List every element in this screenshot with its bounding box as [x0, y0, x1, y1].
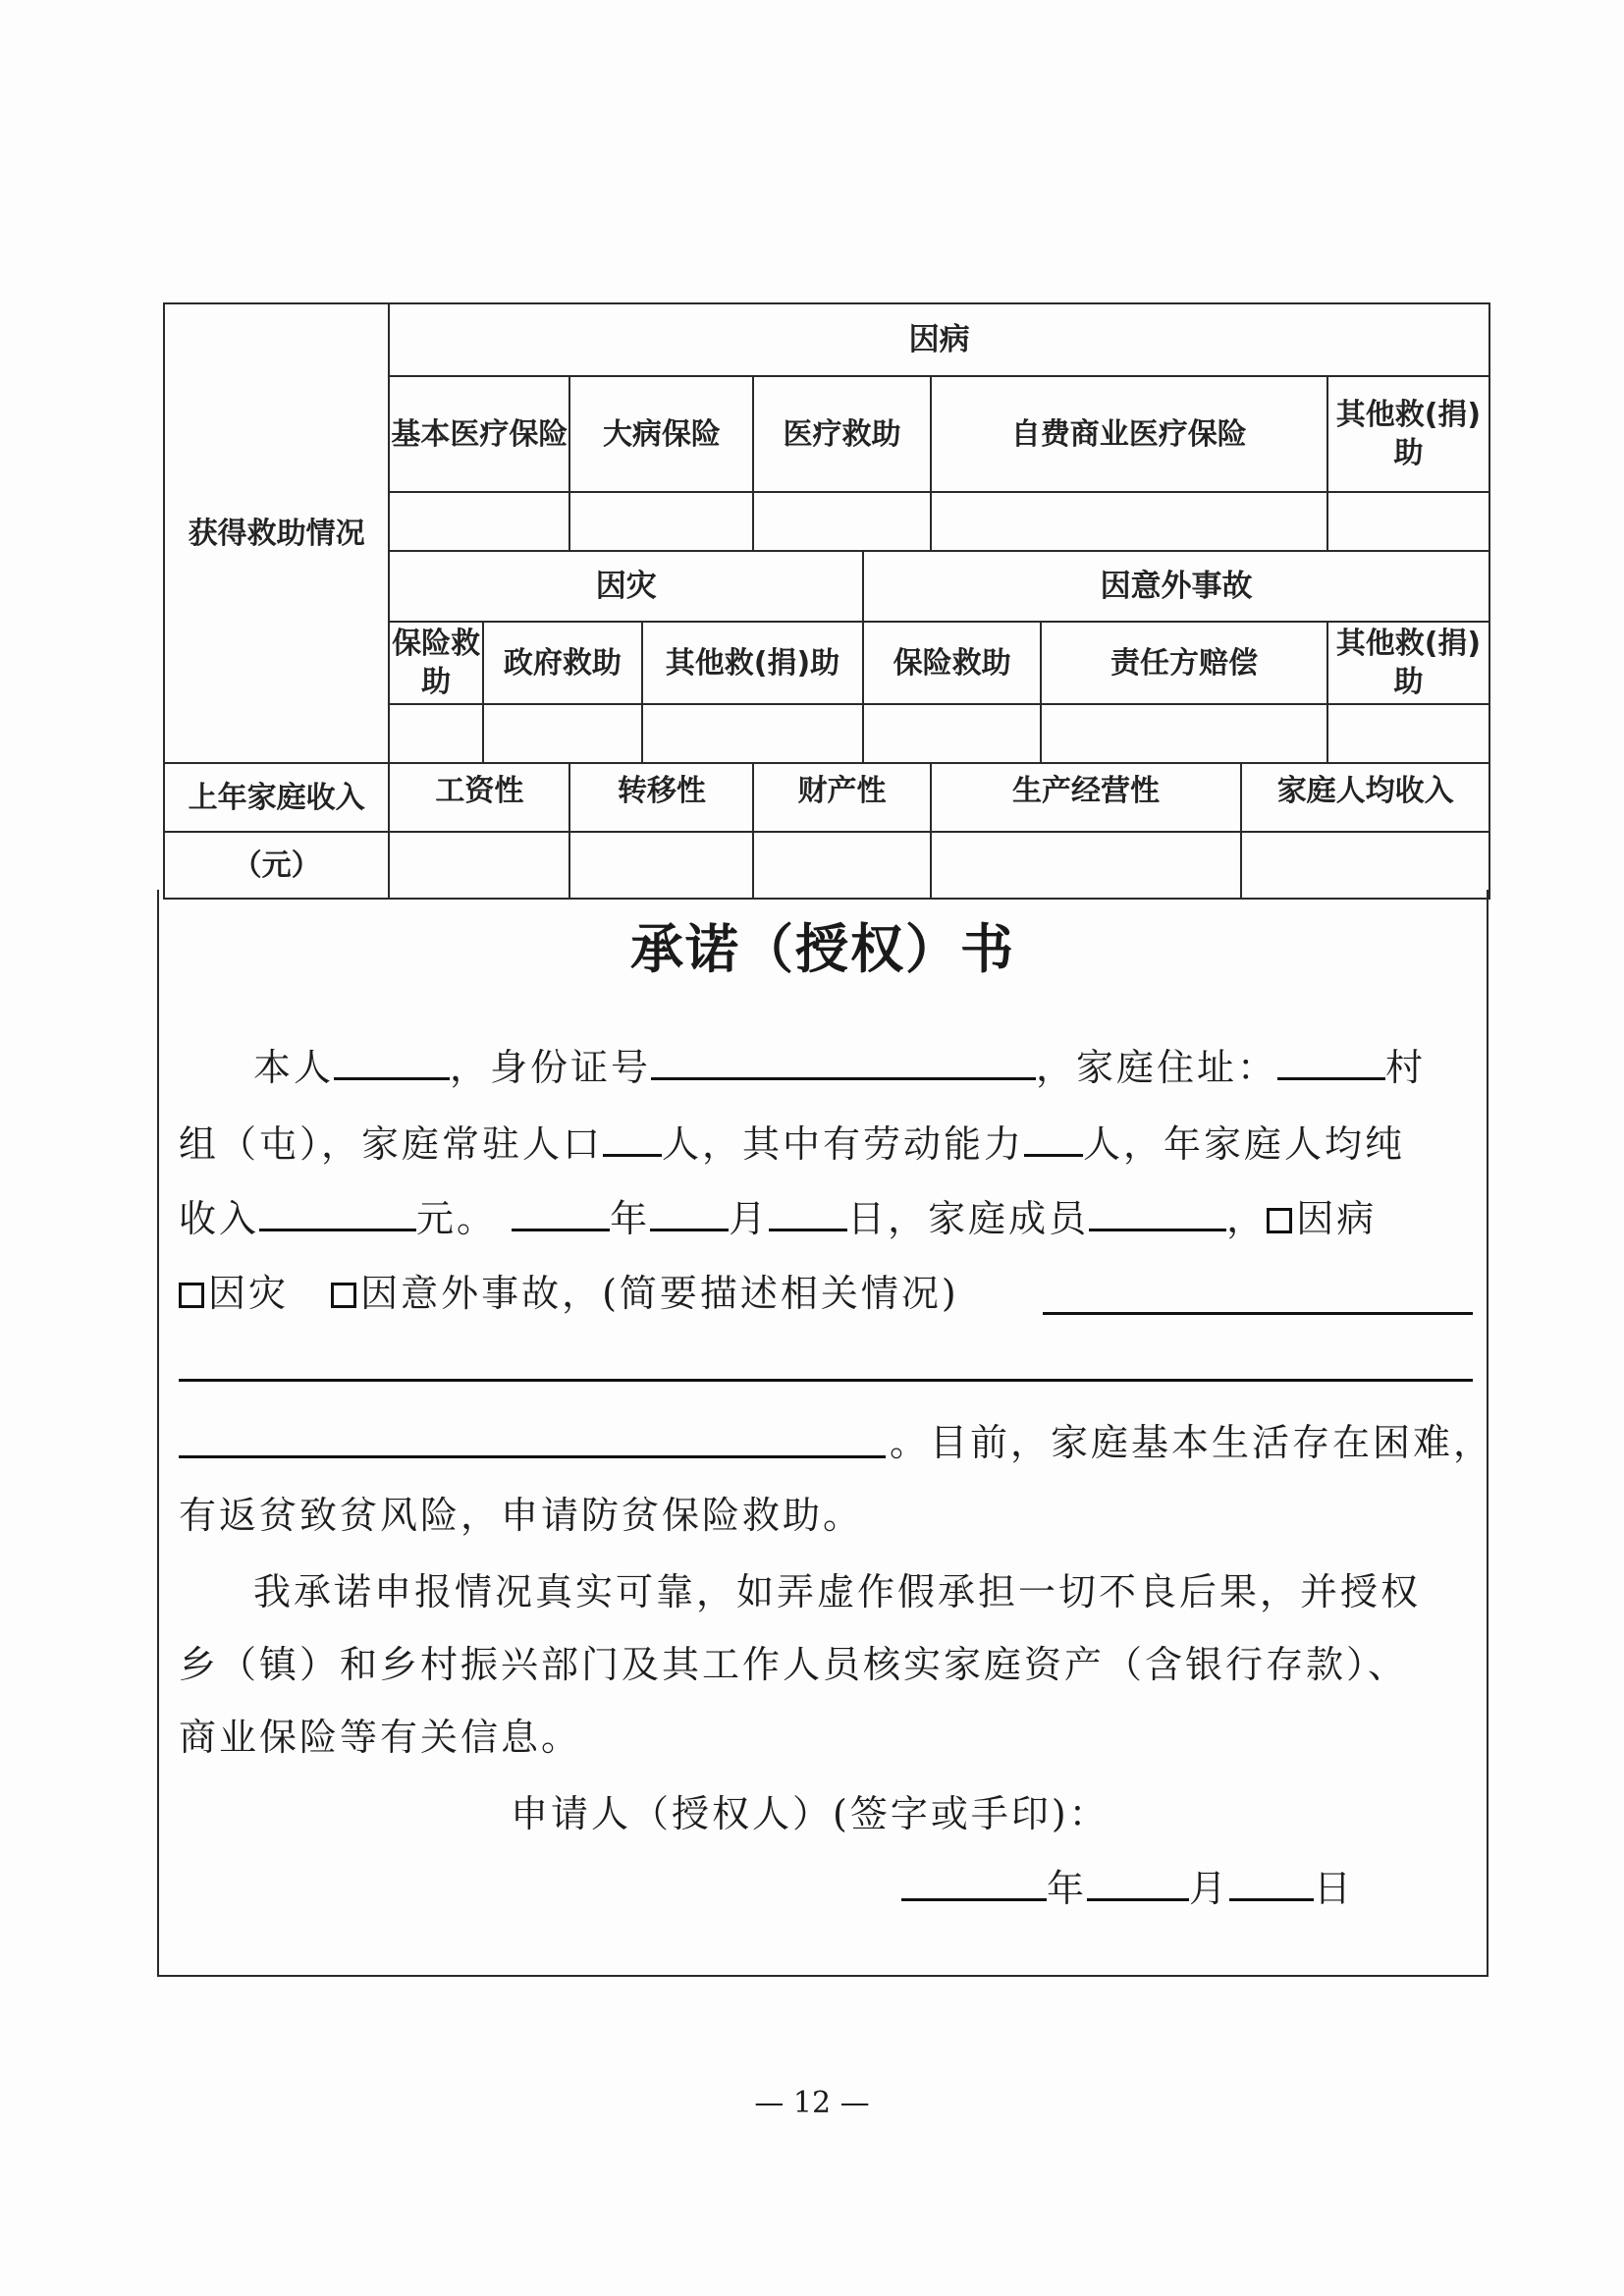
description-blank-2[interactable] [179, 1379, 1473, 1382]
day-blank[interactable] [769, 1193, 847, 1231]
cell-empty [389, 832, 569, 899]
population-blank[interactable] [603, 1119, 662, 1157]
cell-empty [863, 704, 1041, 763]
col-wage-income: 工资性 [389, 763, 569, 832]
cell-empty [642, 704, 863, 763]
illness-checkbox[interactable] [1267, 1208, 1292, 1233]
pledge-line-3 [179, 1188, 1471, 1242]
text-sign-year: 年 [1047, 1867, 1088, 1910]
cell-empty [389, 704, 483, 763]
accident-header: 因意外事故 [863, 551, 1489, 622]
text-month: 月 [729, 1197, 770, 1240]
text-sign-day: 日 [1314, 1867, 1355, 1910]
income-unit-label: （元） [164, 832, 389, 899]
illness-header: 因病 [389, 303, 1489, 376]
col-accident-liability: 责任方赔偿 [1041, 622, 1327, 704]
date-line [179, 1858, 1624, 1912]
pledge-para2-3: 商业保险等有关信息。 [179, 1716, 582, 1759]
pledge-line-6: 。目前，家庭基本生活存在困难， [890, 1421, 1494, 1464]
sign-year-blank[interactable] [901, 1863, 1047, 1901]
col-disaster-insurance: 保险救助 [389, 622, 483, 704]
text-yuan: 元。 [416, 1197, 498, 1240]
sign-month-blank[interactable] [1087, 1863, 1189, 1901]
text-address: ，家庭住址： [1036, 1046, 1278, 1089]
col-critical-illness-insurance: 大病保险 [569, 376, 753, 492]
cell-empty [931, 832, 1242, 899]
text-comma: ， [1226, 1197, 1268, 1240]
member-blank[interactable] [1089, 1193, 1226, 1231]
pledge-line-1 [179, 1037, 1545, 1091]
col-accident-other-aid: 其他救(捐)助 [1327, 622, 1489, 704]
cell-empty [389, 492, 569, 551]
cell-empty [753, 832, 930, 899]
col-illness-other-aid: 其他救(捐)助 [1327, 376, 1489, 492]
col-accident-insurance: 保险救助 [863, 622, 1041, 704]
disaster-checkbox[interactable] [179, 1283, 204, 1308]
text-sign-month: 月 [1189, 1867, 1230, 1910]
cell-empty [1041, 704, 1327, 763]
month-blank[interactable] [650, 1193, 729, 1231]
name-blank[interactable] [334, 1042, 450, 1080]
cell-empty [1327, 704, 1489, 763]
labor-blank[interactable] [1024, 1119, 1083, 1157]
pledge-para2-2: 乡（镇）和乡村振兴部门及其工作人员核实家庭资产（含银行存款）、 [179, 1643, 1409, 1686]
text-illness: 因病 [1296, 1197, 1378, 1240]
signature-line: 申请人（授权人）(签字或手印)： [511, 1792, 1110, 1835]
text-accident: 因意外事故，(简要描述相关情况) [360, 1272, 959, 1315]
col-property-income: 财产性 [753, 763, 930, 832]
pledge-title: 承诺（授权）书 [630, 917, 1015, 980]
page-number: — 12 — [754, 2086, 870, 2120]
col-transfer-income: 转移性 [569, 763, 753, 832]
col-business-income: 生产经营性 [931, 763, 1242, 832]
text-household-pop: 组（屯），家庭常驻人口 [179, 1122, 604, 1166]
col-commercial-medical-insurance: 自费商业医疗保险 [931, 376, 1327, 492]
description-blank-3[interactable] [179, 1455, 886, 1458]
pledge-line-7: 有返贫致贫风险，申请防贫保险救助。 [179, 1494, 864, 1537]
text-per-capita: 人，年家庭人均纯 [1083, 1122, 1406, 1166]
text-income: 收入 [179, 1197, 260, 1240]
cell-empty [1327, 492, 1489, 551]
pledge-section [157, 890, 1494, 1977]
pledge-para2-1: 我承诺申报情况真实可靠，如弄虚作假承担一切不良后果，并授权 [253, 1570, 1422, 1613]
col-disaster-other-aid: 其他救(捐)助 [642, 622, 863, 704]
cell-empty [1241, 832, 1489, 899]
pledge-line-2 [179, 1114, 1471, 1168]
cell-empty [569, 492, 753, 551]
description-blank-1[interactable] [1043, 1312, 1473, 1315]
text-family-member: 日，家庭成员 [847, 1197, 1090, 1240]
assistance-income-table [163, 302, 1490, 900]
text-labor: 人，其中有劳动能力 [662, 1122, 1025, 1166]
year-blank[interactable] [512, 1193, 610, 1231]
cell-empty [483, 704, 642, 763]
text-village: 村 [1385, 1046, 1427, 1089]
cell-empty [931, 492, 1327, 551]
text-self: 本人 [253, 1046, 335, 1089]
pledge-line-4 [179, 1263, 1471, 1317]
income-row-label: 上年家庭收入 [164, 763, 389, 832]
cell-empty [753, 492, 930, 551]
col-per-capita-income: 家庭人均收入 [1241, 763, 1489, 832]
col-disaster-government: 政府救助 [483, 622, 642, 704]
sign-day-blank[interactable] [1229, 1863, 1314, 1901]
income-blank[interactable] [259, 1193, 416, 1231]
text-disaster: 因灾 [208, 1272, 290, 1315]
id-number-blank[interactable] [651, 1042, 1036, 1080]
village-blank[interactable] [1277, 1042, 1385, 1080]
text-id-number: ，身份证号 [450, 1046, 652, 1089]
cell-empty [569, 832, 753, 899]
accident-checkbox[interactable] [331, 1283, 356, 1308]
col-medical-assistance: 医疗救助 [753, 376, 930, 492]
disaster-header: 因灾 [389, 551, 863, 622]
assistance-row-label: 获得救助情况 [164, 303, 389, 763]
col-basic-medical-insurance: 基本医疗保险 [389, 376, 569, 492]
text-year: 年 [610, 1197, 651, 1240]
